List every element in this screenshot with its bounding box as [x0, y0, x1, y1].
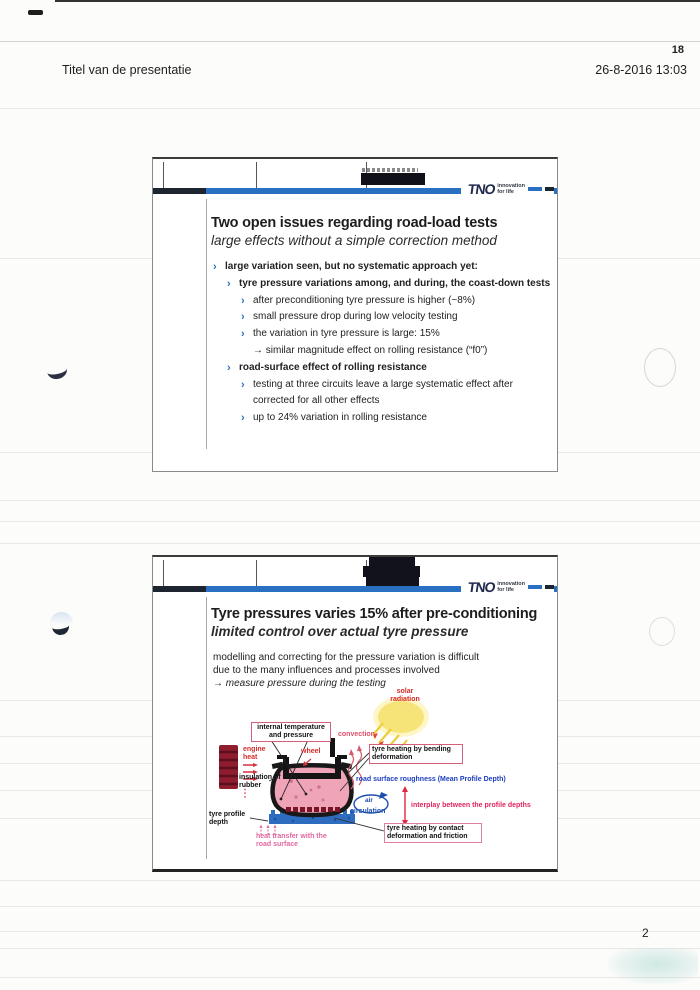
template-tick: [256, 560, 257, 586]
redacted-block: [361, 173, 425, 185]
label-interplay: interplay between the profile depths: [411, 802, 531, 809]
label-road-roughness: road surface roughness (Mean Profile Depth): [356, 776, 506, 783]
label-convection: convection: [338, 731, 375, 738]
scan-smudge: [608, 948, 698, 984]
label-solar-radiation: solar radiation: [390, 688, 420, 703]
logo-dash-dark: [545, 585, 554, 589]
bullet-arrow-note: → similar magnitude effect on rolling resistance (“f0”): [253, 344, 488, 356]
slide-1: [152, 157, 558, 472]
slide1-subtitle: large effects without a simple correction method: [211, 233, 497, 248]
label-contact-friction: tyre heating by contact deformation and friction: [384, 823, 482, 843]
label-circulation: circulation: [350, 808, 386, 815]
scan-line: [0, 108, 700, 109]
slide2-subtitle: limited control over actual tyre pressure: [211, 624, 469, 639]
scan-line: [0, 500, 700, 501]
sun-icon: [378, 701, 424, 733]
scan-line: [0, 543, 700, 544]
label-bending-deformation: tyre heating by bending deformation: [369, 744, 463, 764]
scan-line: [0, 948, 700, 949]
bullet-level1: › large variation seen, but no systematic approach yet:: [213, 259, 551, 276]
header-datetime: 26-8-2016 13:03: [595, 63, 687, 77]
tyre-heat-diagram: [153, 685, 557, 869]
slide-2: [152, 555, 558, 872]
slide2-title: Tyre pressures varies 15% after pre-conditioning: [211, 606, 538, 622]
redacted-caption: [362, 168, 418, 172]
label-tyre-profile-depth: tyre profile depth: [209, 811, 246, 826]
label-internal-temperature: internal temperature and pressure: [251, 722, 331, 742]
punch-hole-ring: [649, 617, 675, 646]
body-line: modelling and correcting for the pressure variation is difficult: [213, 652, 480, 663]
scan-line: [0, 880, 700, 881]
template-tick: [163, 560, 164, 586]
label-insulation: insulation of rubber: [239, 774, 281, 789]
punch-hole-mark: [45, 360, 68, 381]
page-number-bottom: 2: [642, 926, 649, 940]
slide1-title: Two open issues regarding road-load tests: [211, 215, 498, 231]
scan-line: [0, 41, 700, 42]
bullet-level3: › after preconditioning tyre pressure is higher (~8%): [241, 293, 551, 310]
punch-hole-mark: [50, 612, 73, 633]
scan-top-edge: [55, 0, 700, 2]
bullet-level3: › testing at three circuits leave a large systematic effect after corrected for all other effects: [241, 377, 551, 411]
tno-logo-text: TNO: [466, 180, 496, 197]
body-arrow-line: → measure pressure during the testing: [213, 678, 386, 689]
header-rule-dark: [153, 188, 206, 194]
template-tick: [256, 162, 257, 188]
tno-tagline: innovation for life: [497, 580, 525, 593]
tno-logo-text: TNO: [466, 578, 496, 595]
scan-line: [0, 906, 700, 907]
header-rule-dark: [153, 586, 206, 592]
template-tick: [163, 162, 164, 188]
tno-logo: [461, 577, 554, 596]
label-heat-transfer: heat transfer with the road surface: [256, 833, 327, 848]
header-title: Titel van de presentatie: [62, 63, 192, 77]
scan-line: [0, 931, 700, 932]
redacted-block: [363, 557, 421, 587]
bullet-level3: › small pressure drop during low velocity testing: [241, 309, 551, 326]
logo-dash-dark: [545, 187, 554, 191]
bullet-level2: › road-surface effect of rolling resistance: [227, 360, 551, 377]
scan-line: [0, 977, 700, 978]
logo-dash-blue: [528, 187, 542, 191]
bullet-level2: › tyre pressure variations among, and during, the coast-down tests: [227, 276, 551, 293]
label-engine-heat: engine heat: [243, 746, 266, 761]
scan-mark: [28, 10, 43, 15]
label-wheel: wheel: [301, 748, 321, 755]
template-margin-line: [206, 199, 207, 449]
tno-tagline: innovation for life: [497, 182, 525, 195]
scan-line: [0, 521, 700, 522]
page-number-top: 18: [671, 44, 684, 56]
bullet-level3: › the variation in tyre pressure is large: 15%: [241, 326, 551, 343]
body-line: due to the many influences and processes involved: [213, 665, 440, 676]
bullet-level3: › up to 24% variation in rolling resistance: [241, 410, 551, 427]
slide1-bullet-list: [213, 259, 551, 427]
label-air: air: [365, 797, 373, 804]
logo-dash-blue: [528, 585, 542, 589]
punch-hole-ring: [644, 348, 676, 387]
tno-logo: [461, 179, 554, 198]
